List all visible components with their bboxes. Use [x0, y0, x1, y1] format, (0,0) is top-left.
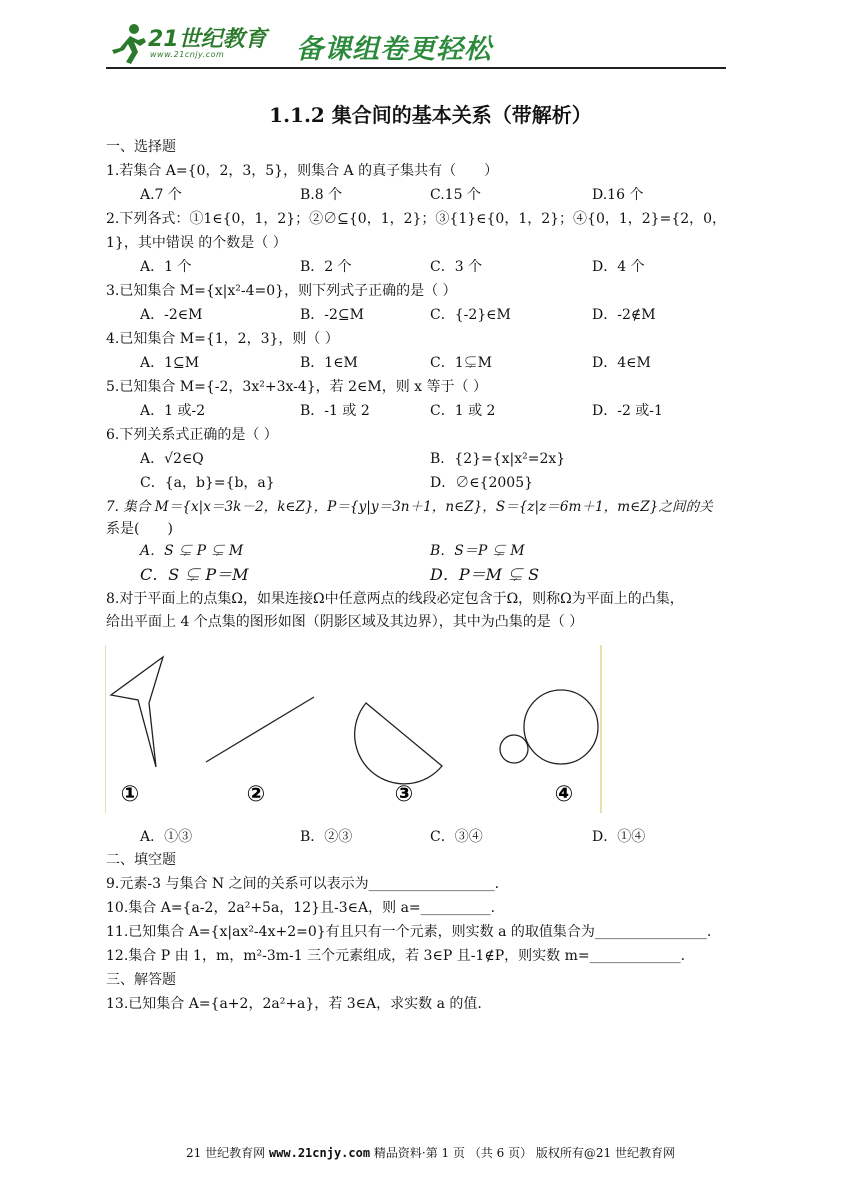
q6-option-b: B．{2}={x|x²=2x}	[430, 451, 566, 467]
question-2-stem-cont: 1}，其中错误 的个数是（ ）	[106, 235, 287, 251]
figure-label-1: ①	[120, 782, 140, 807]
q5-option-c: C．1 或 2	[430, 403, 496, 419]
shape-2-segment	[206, 697, 314, 762]
question-4-stem: 4.已知集合 M={1，2，3}，则（ ）	[106, 331, 339, 347]
header-divider	[106, 67, 726, 69]
q2-option-c: C．3 个	[430, 259, 483, 275]
footer-page-info: 精品资料·第 1 页 （共 6 页） 版权所有@21 世纪教育网	[373, 1146, 675, 1160]
section-heading: 三、解答题	[106, 972, 176, 988]
question-8-stem-cont: 给出平面上 4 个点集的图形如图（阴影区域及其边界），其中为凸集的是（ ）	[106, 614, 584, 630]
question-9: 9.元素-3 与集合 N 之间的关系可以表示为__________________.	[106, 876, 500, 892]
footer-url: www.21cnjy.com	[268, 1146, 371, 1160]
q1-option-b: B.8 个	[300, 187, 343, 203]
q1-option-c: C.15 个	[430, 187, 481, 203]
shape-4-large-circle	[524, 690, 598, 764]
q6-option-d: D．∅∈{2005}	[430, 475, 534, 491]
question-10: 10.集合 A={a-2，2a²+5a，12}且-3∈A，则 a=__________.	[106, 900, 496, 916]
q4-option-b: B．1∈M	[300, 355, 358, 371]
question-7-stem-cont: 系是( )	[106, 521, 173, 537]
q3-option-c: C．{-2}∈M	[430, 307, 511, 323]
question-1-stem: 1.若集合 A={0，2，3，5}，则集合 A 的真子集共有（ ）	[106, 163, 499, 179]
q5-option-b: B．-1 或 2	[300, 403, 370, 419]
brand-url: www.21cnjy.com	[150, 50, 225, 59]
q5-option-a: A．1 或-2	[140, 403, 206, 419]
figure-label-3: ③	[394, 782, 414, 807]
logo-runner-icon	[108, 22, 148, 66]
page-title: 1.1.2 集合间的基本关系（带解析）	[269, 103, 592, 127]
q1-option-a: A.7 个	[140, 187, 182, 203]
shape-3-half-disc	[355, 703, 442, 784]
question-3-stem: 3.已知集合 M={x|x²-4=0}，则下列式子正确的是（ ）	[106, 283, 457, 299]
shape-4-small-circle	[500, 735, 528, 763]
q3-option-d: D．-2∉M	[592, 307, 656, 323]
q4-option-c: C．1⊊M	[430, 355, 492, 371]
convex-set-figure	[105, 645, 602, 813]
brand-name: 21世纪教育	[148, 27, 267, 52]
figure-label-2: ②	[246, 782, 266, 807]
q5-option-d: D．-2 或-1	[592, 403, 663, 419]
q7-option-a: A．S ⊊ P ⊊ M	[140, 543, 244, 559]
q1-option-d: D.16 个	[592, 187, 644, 203]
q4-option-d: D．4∈M	[592, 355, 651, 371]
q4-option-a: A．1⊆M	[140, 355, 200, 371]
q8-option-c: C．③④	[430, 829, 483, 845]
shape-1-polygon	[111, 657, 163, 767]
q7-option-b: B．S＝P ⊊ M	[430, 543, 525, 559]
section-heading: 二、填空题	[106, 852, 176, 868]
figure-shapes	[106, 645, 600, 813]
q6-option-a: A．√2∈Q	[140, 451, 204, 467]
q2-option-a: A．1 个	[140, 259, 192, 275]
q8-option-a: A．①③	[140, 829, 193, 845]
question-8-stem: 8.对于平面上的点集Ω，如果连接Ω中任意两点的线段必定包含于Ω，则称Ω为平面上的凸集，	[106, 591, 684, 607]
q7-option-d: D．P＝M ⊊ S	[430, 565, 540, 584]
section-heading: 一、选择题	[106, 139, 176, 155]
q8-option-b: B．②③	[300, 829, 353, 845]
q3-option-b: B．-2⊆M	[300, 307, 364, 323]
page-footer	[0, 1144, 861, 1161]
question-11: 11.已知集合 A={x|ax²-4x+2=0}有且只有一个元素，则实数 a 的取值集合为________________.	[106, 924, 712, 940]
question-5-stem: 5.已知集合 M={-2，3x²+3x-4}，若 2∈M，则 x 等于（ ）	[106, 379, 487, 395]
figure-label-4: ④	[554, 782, 574, 807]
question-13: 13.已知集合 A={a+2，2a²+a}，若 3∈A，求实数 a 的值.	[106, 996, 482, 1012]
question-2-stem: 2.下列各式：①1∈{0，1，2}；②∅⊆{0，1，2}；③{1}∈{0，1，2}；④{0，1，2}={2，0，	[106, 211, 727, 227]
q3-option-a: A．-2∈M	[140, 307, 203, 323]
q2-option-d: D．4 个	[592, 259, 645, 275]
question-7-stem: 7. 集合 M＝{x|x＝3k－2，k∈Z}，P＝{y|y＝3n＋1，n∈Z}，S＝{z|z＝6m＋1，m∈Z}之间的关	[106, 499, 713, 515]
footer-site: 21 世纪教育网	[186, 1146, 266, 1160]
q8-option-d: D．①④	[592, 829, 646, 845]
q7-option-c: C．S ⊊ P＝M	[140, 565, 249, 584]
slogan: 备课组卷更轻松	[296, 34, 492, 65]
q2-option-b: B．2 个	[300, 259, 352, 275]
q6-option-c: C．{a，b}={b，a}	[140, 475, 275, 491]
question-12: 12.集合 P 由 1，m，m²-3m-1 三个元素组成，若 3∈P 且-1∉P，则实数 m=_____________.	[106, 948, 686, 964]
question-6-stem: 6.下列关系式正确的是（ ）	[106, 427, 278, 443]
